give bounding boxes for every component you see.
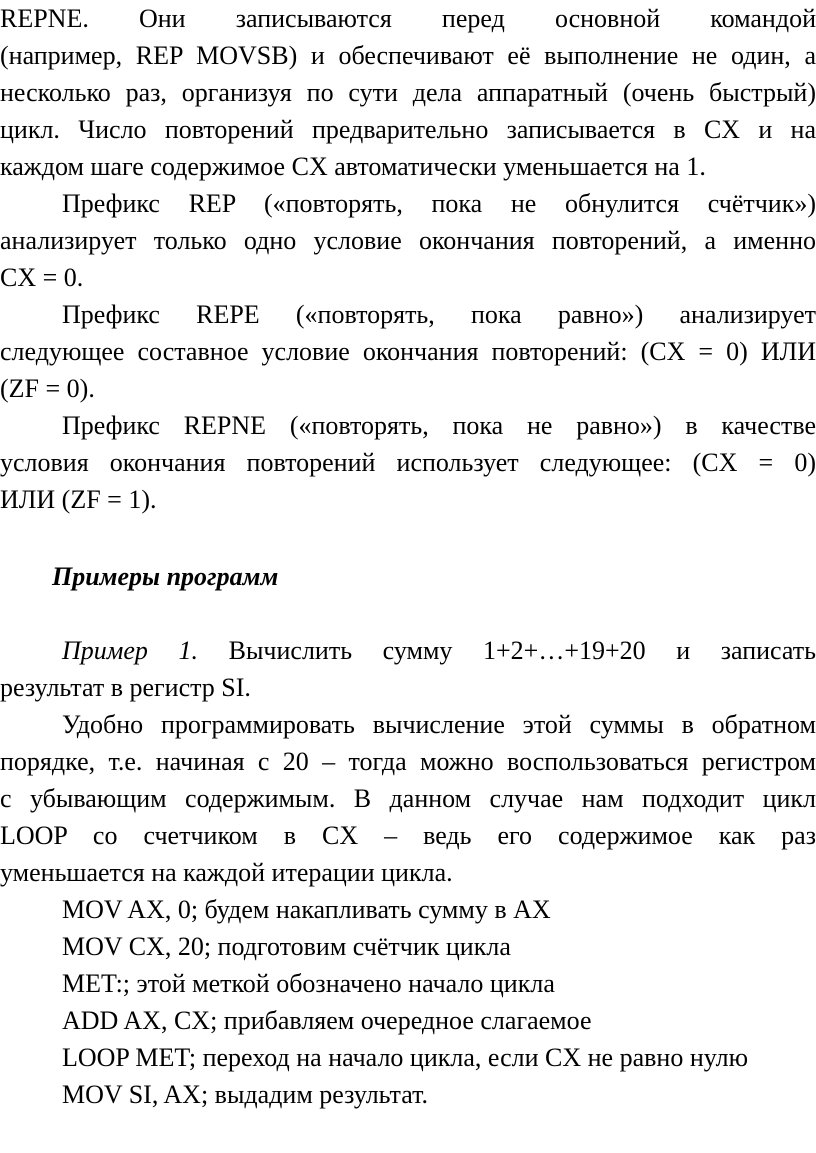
text-line: условия окончания повторений использует следующее: (CX = 0)	[0, 448, 816, 477]
text-line: несколько раз, организуя по сути дела аппаратный (очень быстрый)	[0, 78, 816, 107]
code-line: MOV CX, 20; подготовим счётчик цикла	[62, 932, 511, 961]
paragraph	[0, 296, 816, 407]
code-line: MET:; этой меткой обозначено начало цикла	[62, 969, 555, 998]
paragraph	[0, 0, 816, 185]
text-line: Префикс REP («повторять, пока не обнулится счётчик»)	[62, 189, 816, 218]
text-line: с убывающим содержимым. В данном случае нам подходит цикл	[0, 784, 816, 813]
text-line: LOOP со счетчиком в CX – ведь его содержимое как раз	[0, 821, 816, 850]
example-paragraph	[0, 632, 816, 706]
example-label: Пример 1.	[62, 636, 199, 665]
paragraph	[0, 407, 816, 518]
example-task: Вычислить сумму 1+2+…+19+20 и записать	[228, 636, 816, 665]
code-line: MOV SI, AX; выдадим результат.	[62, 1080, 429, 1109]
text-line: Префикс REPNE («повторять, пока не равно») в качестве	[62, 411, 816, 440]
text-line: уменьшается на каждой итерации цикла.	[0, 858, 453, 887]
intro-paragraphs	[0, 0, 816, 518]
text-line: REPNE. Они записываются перед основной командой	[0, 4, 816, 33]
text-line: цикл. Число повторений предварительно записывается в CX и на	[0, 115, 816, 144]
text-line: ИЛИ (ZF = 1).	[0, 485, 157, 514]
text-line: (например, REP MOVSB) и обеспечивают её выполнение не один, а	[0, 41, 816, 70]
section-heading: Примеры программ	[52, 562, 279, 591]
text-line: анализирует только одно условие окончания повторений, а именно	[0, 226, 816, 255]
text-line: Удобно программировать вычисление этой суммы в обратном	[62, 710, 816, 739]
code-listing	[0, 891, 816, 1113]
text-line	[0, 632, 816, 669]
text-line: Префикс REPE («повторять, пока равно») анализирует	[62, 300, 816, 329]
text-line: порядке, т.е. начиная с 20 – тогда можно воспользоваться регистром	[0, 747, 816, 776]
text-line: (ZF = 0).	[0, 374, 95, 403]
text-line: следующее составное условие окончания повторений: (CX = 0) ИЛИ	[0, 337, 816, 366]
code-line: MOV AX, 0; будем накапливать сумму в AX	[62, 895, 551, 924]
code-line: ADD AX, CX; прибавляем очередное слагаемое	[62, 1006, 592, 1035]
text-line: каждом шаге содержимое CX автоматически уменьшается на 1.	[0, 152, 706, 181]
text-line: результат в регистр SI.	[0, 673, 251, 702]
paragraph	[0, 185, 816, 296]
paragraph	[0, 706, 816, 891]
code-line: LOOP MET; переход на начало цикла, если CX не равно нулю	[62, 1043, 748, 1072]
explanation-paragraph	[0, 706, 816, 891]
text-line: CX = 0.	[0, 263, 84, 292]
